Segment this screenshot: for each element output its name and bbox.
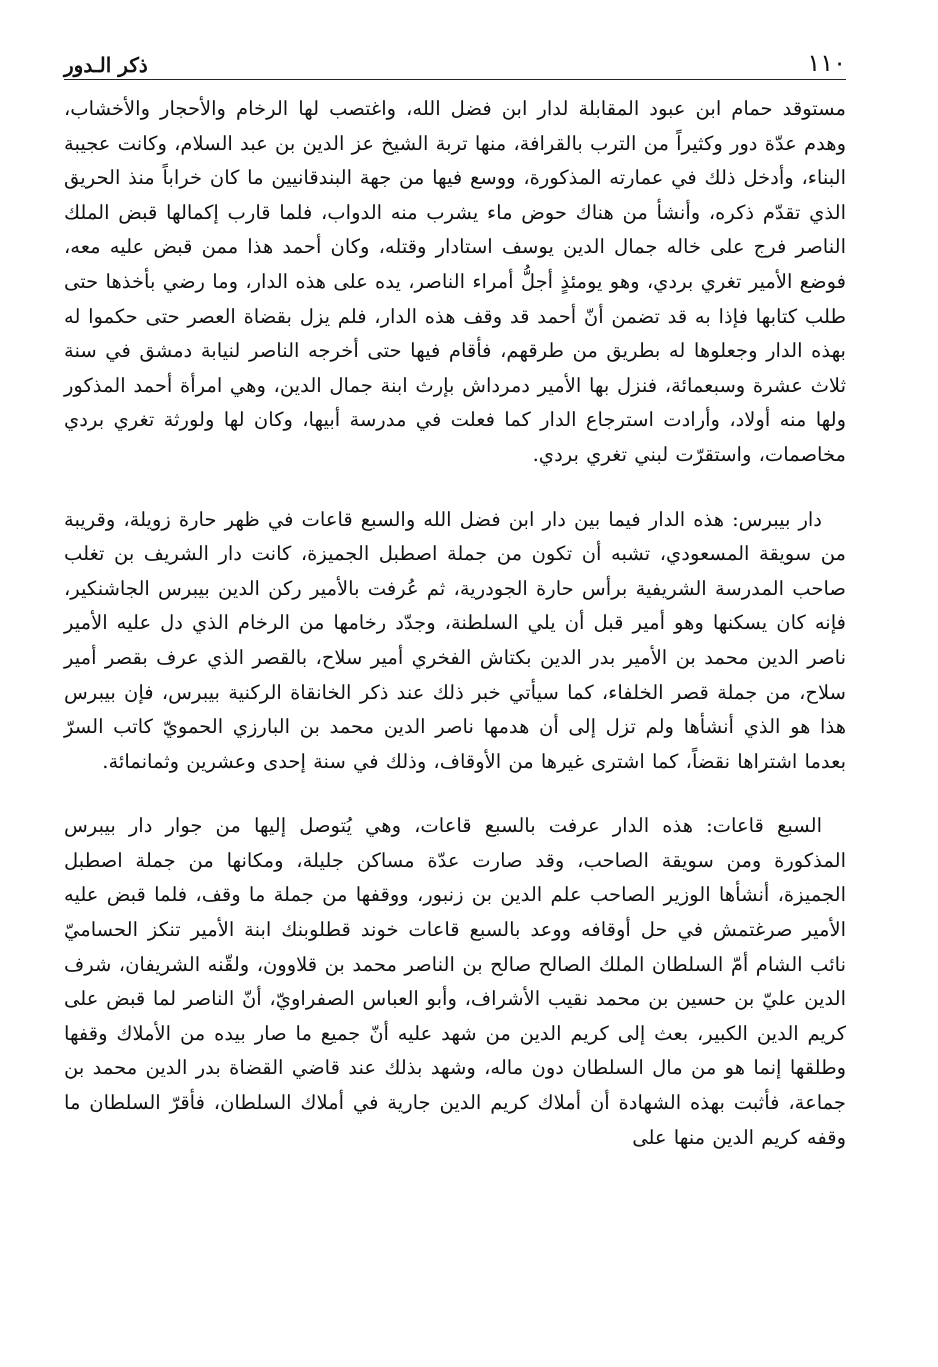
- page-header: [64, 40, 846, 80]
- page-number: ١١٠: [807, 49, 846, 77]
- running-title: ذكر الـدور: [64, 53, 148, 77]
- paragraph-sabaa-qaat: السبع قاعات: هذه الدار عرفت بالسبع قاعات، وهي يُتوصل إليها من جوار دار بيبرس المذكورة ومن سويقة الصاحب، وقد صارت عدّة مساكن جليلة، ومكانها من جملة اصطبل الجميزة، أنشأها الوزير الصاحب علم الدين بن زنبور، ووقفها من جملة ما وقف، فلما قبض عليه الأمير صرغتمش في حل أوقافه ووعد بالسبع قاعات خوند قطلوبنك ابنة الأمير تنكز الحساميّ نائب الشام أمّ السلطان الملك الصالح صالح بن الناصر محمد بن قلاوون، ولقّنه الشريفان، شرف الدين عليّ بن حسين بن محمد نقيب الأشراف، وأبو العباس الصفراويّ، أنّ الناصر لما قبض على كريم الدين الكبير، بعث إلى كريم الدين من شهد عليه أنّ جميع ما صار بيده من الأملاك وقفها وطلقها إنما هو من مال السلطان دون ماله، وشهد بذلك عند قاضي القضاة بدر الدين محمد بن جماعة، فأثبت بهذه الشهادة أن أملاك كريم الدين جارية في أملاك السلطان، فأقرّ السلطان ما وقفه كريم الدين منها على: [64, 814, 846, 1149]
- paragraph-continuation: مستوقد حمام ابن عبود المقابلة لدار ابن فضل الله، واغتصب لها الرخام والأحجار والأخشاب، وهدم عدّة دور وكثيراً من الترب بالقرافة، منها تربة الشيخ عز الدين بن عبد السلام، وكانت عجيبة البناء، وأدخل ذلك في عمارته المذكورة، ووسع فيها من جهة البندقانيين ما كان خراباً منذ الحريق الذي تقدّم ذكره، وأنشأ من هناك حوض ماء يشرب منه الدواب، فلما قارب إكمالها قبض الملك الناصر فرج على خاله جمال الدين يوسف استادار وقتله، وكان أحمد هذا ممن قبض عليه معه، فوضع الأمير تغري بردي، وهو يومئذٍ أجلُّ أمراء الناصر، يده على هذه الدار، وما رضي بأخذها حتى طلب كتابها فإذا به قد تضمن أنّ أحمد قد وقف هذه الدار، فلم يزل بقضاة العصر حتى حكموا له بهذه الدار وجعلوها له بطريق من طرقهم، فأقام فيها حتى أخرجه الناصر لنيابة دمشق في سنة ثلاث عشرة وسبعمائة، فنزل بها الأمير دمرداش بإرث ابنة جمال الدين، وهي امرأة أحمد المذكور ولها منه أولاد، وأرادت استرجاع الدار كما فعلت في مدرسة أبيها، وكان لها ولورثة تغري بردي مخاصمات، واستقرّت لبني تغري بردي.: [64, 97, 846, 466]
- body-text: [64, 92, 846, 1155]
- paragraph-dar-baybars: دار بيبرس: هذه الدار فيما بين دار ابن فضل الله والسبع قاعات في ظهر حارة زويلة، وقريبة من سويقة المسعودي، تشبه أن تكون من جملة اصطبل الجميزة، كانت دار الشريف بن تغلب صاحب المدرسة الشريفية برأس حارة الجودرية، ثم عُرفت بالأمير ركن الدين بيبرس الجاشنكير، فإنه كان يسكنها وهو أمير قبل أن يلي السلطنة، وجدّد رخامها من الرخام الذي دل عليه الأمير ناصر الدين محمد بن الأمير بدر الدين بكتاش الفخري أمير سلاح، بالقصر الذي عرف بقصر أمير سلاح، من جملة قصر الخلفاء، كما سيأتي خبر ذلك عند ذكر الخانقاة الركنية بيبرس، فإن بيبرس هذا هو الذي أنشأها ولم تزل إلى أن هدمها ناصر الدين محمد بن البارزي الحمويّ كاتب السرّ بعدما اشتراها نقضاً، كما اشترى غيرها من الأوقاف، وذلك في سنة إحدى وعشرين وثمانمائة.: [64, 507, 846, 773]
